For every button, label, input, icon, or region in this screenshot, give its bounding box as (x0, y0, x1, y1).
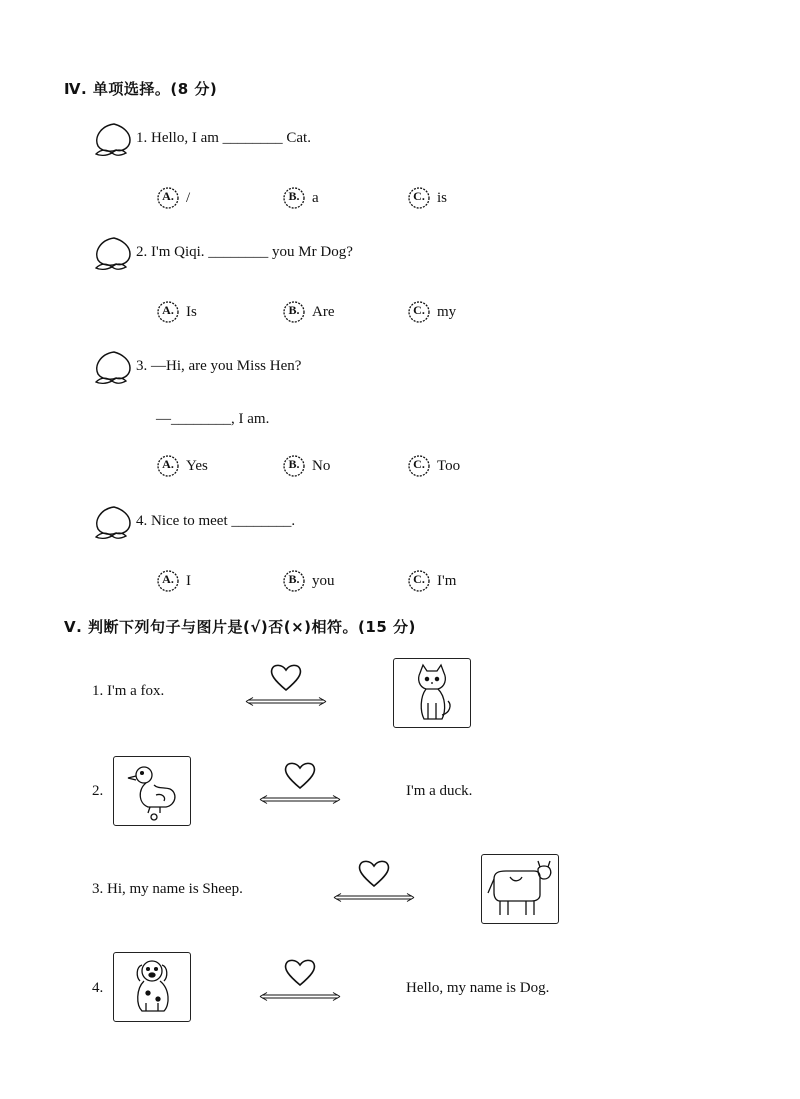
judge-item-3 (92, 881, 243, 898)
question-4 (136, 513, 295, 530)
question-stem: Nice to meet ________. (151, 513, 296, 529)
section-4-title: Ⅳ. 单项选择。(8 分) (64, 80, 218, 98)
option-text: Are (312, 303, 335, 320)
question-stem: —Hi, are you Miss Hen? (151, 358, 302, 374)
question-stem: Hello, I am ________ Cat. (151, 130, 311, 146)
peach-icon (92, 234, 136, 279)
option-c[interactable] (407, 186, 447, 210)
question-number: 1. (136, 130, 148, 146)
option-c[interactable] (407, 454, 460, 478)
option-text: I'm (437, 572, 457, 589)
peach-icon (92, 503, 136, 548)
option-c[interactable] (407, 569, 456, 593)
question-number: 4. (136, 513, 148, 529)
scalloped-circle-icon: B. (282, 569, 306, 593)
option-b[interactable] (282, 186, 319, 210)
heart-answer-box[interactable] (332, 856, 416, 909)
question-2 (136, 244, 353, 261)
option-text: a (312, 189, 319, 206)
option-text: No (312, 457, 331, 474)
option-a[interactable] (156, 300, 197, 324)
item-number: 1. (92, 683, 104, 699)
duck-picture (113, 756, 191, 826)
scalloped-circle-icon: C. (407, 569, 431, 593)
judge-item-1 (92, 683, 164, 700)
item-number-2: 2. (92, 783, 104, 799)
option-a[interactable] (156, 454, 208, 478)
section-5-title: Ⅴ. 判断下列句子与图片是(√)否(×)相符。(15 分) (64, 618, 416, 636)
peach-icon (92, 120, 136, 165)
option-c[interactable] (407, 300, 456, 324)
option-text: I (186, 572, 191, 589)
scalloped-circle-icon: C. (407, 454, 431, 478)
heart-answer-box[interactable] (258, 955, 342, 1008)
option-a[interactable] (156, 569, 191, 593)
scalloped-circle-icon: B. (282, 186, 306, 210)
judge-item-2-text: I'm a duck. (406, 783, 473, 799)
heart-answer-box[interactable] (258, 758, 342, 811)
item-text: Hi, my name is Sheep. (107, 881, 243, 897)
question-number: 2. (136, 244, 148, 260)
question-3 (136, 358, 301, 375)
dog-picture (113, 952, 191, 1022)
item-number: 3. (92, 881, 104, 897)
item-text: I'm a fox. (107, 683, 165, 699)
heart-answer-box[interactable] (244, 660, 328, 713)
scalloped-circle-icon: A. (156, 454, 180, 478)
question-1 (136, 130, 311, 147)
scalloped-circle-icon: C. (407, 300, 431, 324)
item-number-4: 4. (92, 980, 104, 996)
peach-icon (92, 348, 136, 393)
option-text: Yes (186, 457, 208, 474)
option-text: Is (186, 303, 197, 320)
question-number: 3. (136, 358, 148, 374)
cow-picture (481, 854, 559, 924)
scalloped-circle-icon: B. (282, 454, 306, 478)
option-b[interactable] (282, 300, 335, 324)
option-text: my (437, 303, 457, 320)
option-b[interactable] (282, 454, 330, 478)
cat-picture (393, 658, 471, 728)
option-b[interactable] (282, 569, 335, 593)
option-text: Too (437, 457, 461, 474)
option-text: / (186, 189, 191, 206)
scalloped-circle-icon: A. (156, 300, 180, 324)
judge-item-4-text: Hello, my name is Dog. (406, 980, 550, 996)
option-text: is (437, 189, 448, 206)
scalloped-circle-icon: C. (407, 186, 431, 210)
question-stem: I'm Qiqi. ________ you Mr Dog? (151, 244, 353, 260)
scalloped-circle-icon: A. (156, 569, 180, 593)
scalloped-circle-icon: A. (156, 186, 180, 210)
option-text: you (312, 572, 335, 589)
option-a[interactable] (156, 186, 190, 210)
scalloped-circle-icon: B. (282, 300, 306, 324)
question-3-answer-line: —________, I am. (156, 411, 270, 427)
